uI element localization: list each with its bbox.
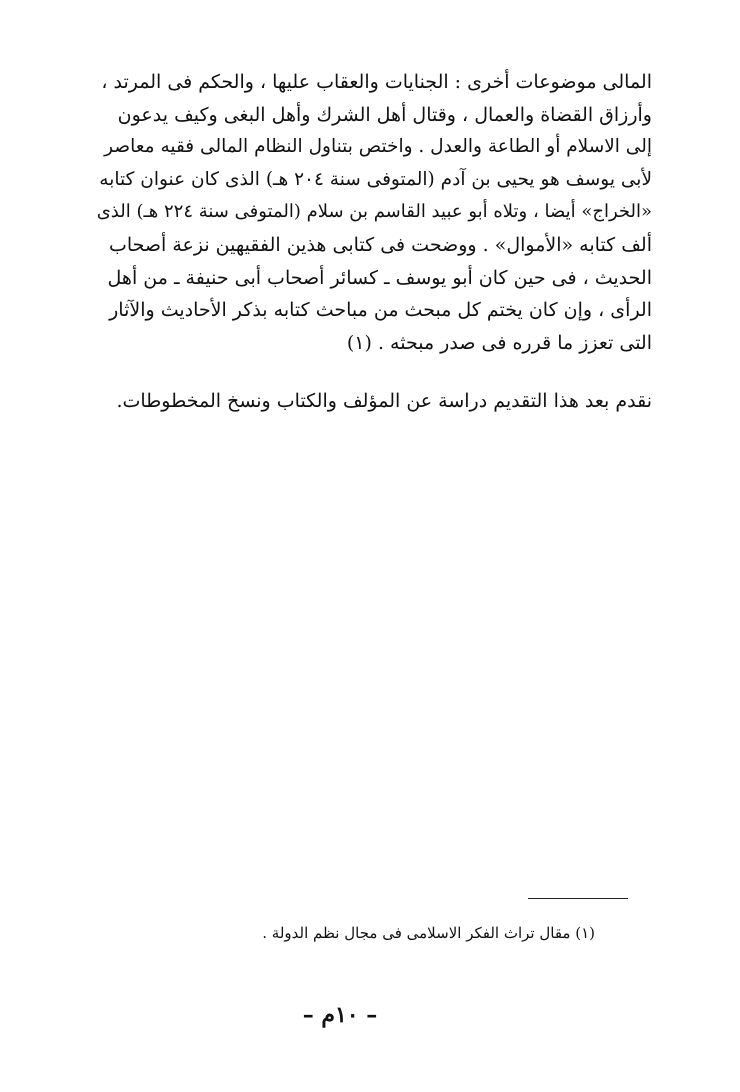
main-paragraph	[92, 66, 652, 359]
paragraph-line: لأبى يوسف هو يحيى بن آدم (المتوفى سنة ٢٠٤ هـ) الذى كان عنوان كتابه	[99, 168, 652, 190]
footnote-separator	[528, 898, 628, 899]
paragraph-line: نقدم بعد هذا التقديم دراسة عن المؤلف والكتاب ونسخ المخطوطات.	[116, 390, 652, 412]
paragraph-line: المالى موضوعات أخرى : الجنايات والعقاب عليها ، والحكم فى المرتد ،	[101, 71, 652, 93]
paragraph-line: «الخراج» أيضا ، وتلاه أبو عبيد القاسم بن سلام (المتوفى سنة ٢٢٤ هـ) الذى	[96, 201, 652, 223]
page-number: – ١٠م –	[302, 1002, 378, 1028]
paragraph-line: ألف كتابه «الأموال» . ووضحت فى كتابى هذين الفقيهين نزعة أصحاب	[108, 233, 652, 256]
paragraph-line: الرأى ، وإن كان يختم كل مبحث من مباحث كتابه بذكر الأحاديث والآثار	[109, 299, 652, 322]
paragraph-line: الحديث ، فى حين كان أبو يوسف ـ كسائر أصحاب أبى حنيفة ـ من أهل	[107, 266, 652, 289]
paragraph-line: وأرزاق القضاة والعمال ، وقتال أهل الشرك وأهل البغى وكيف يدعون	[117, 103, 652, 126]
paragraph-line: إلى الاسلام أو الطاعة والعدل . واختص بتناول النظام المالى فقيه معاصر	[104, 136, 652, 158]
paragraph-line: التى تعزز ما قرره فى صدر مبحثه . (١)	[346, 331, 652, 354]
second-paragraph	[92, 385, 652, 418]
footnote: (١) مقال تراث الفكر الاسلامى فى مجال نظم الدولة .	[262, 924, 595, 942]
